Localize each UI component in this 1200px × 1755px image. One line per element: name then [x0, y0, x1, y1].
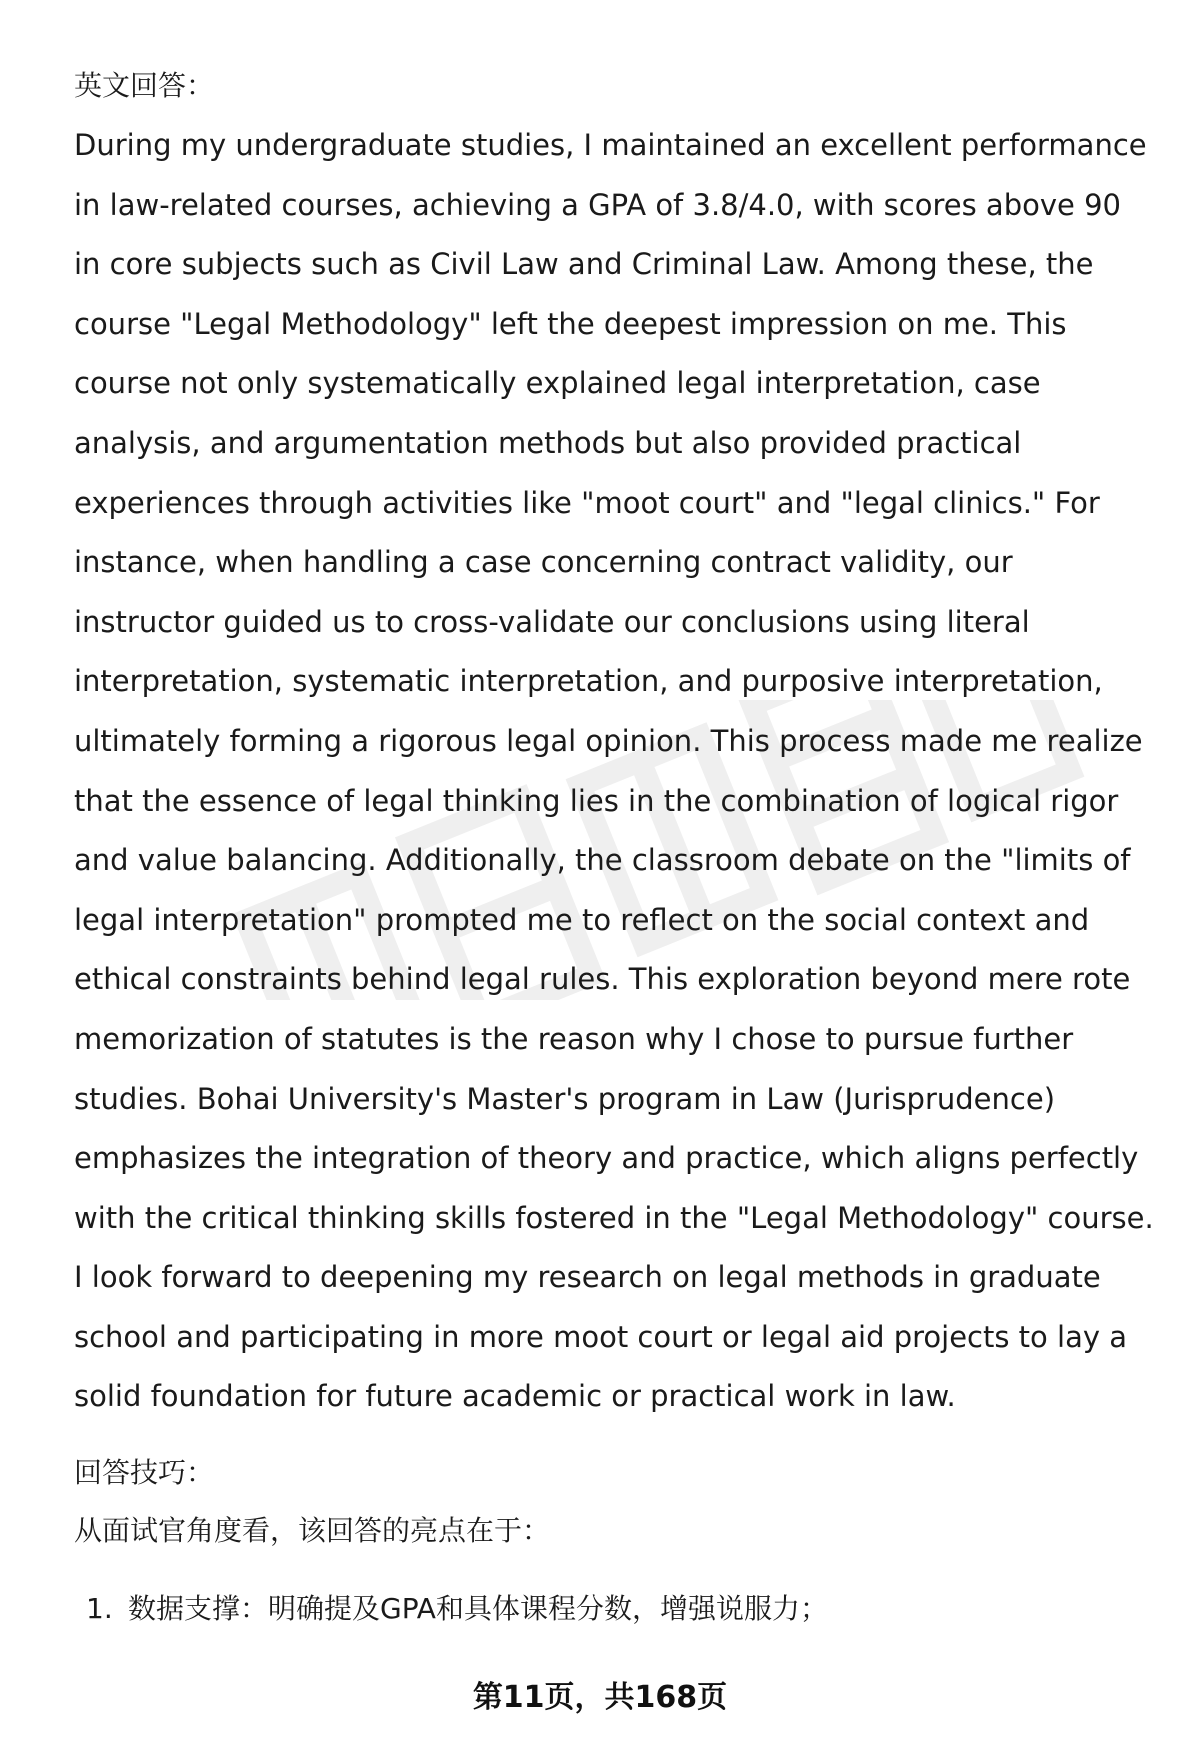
tips-list: [74, 1589, 1154, 1629]
tips-label: 回答技巧：: [74, 1456, 215, 1490]
list-item-number: 1.: [86, 1592, 113, 1626]
list-item-text: 数据支撑：明确提及GPA和具体课程分数，增强说服力；: [128, 1592, 828, 1626]
tips-section: [74, 1453, 1154, 1629]
page-number-footer: 第11页，共168页: [472, 1680, 728, 1715]
list-item: [74, 1589, 1154, 1629]
answer-label: 英文回答：: [74, 69, 215, 102]
tips-intro: 从面试官角度看，该回答的亮点在于：: [74, 1514, 551, 1548]
content-area: [74, 66, 1154, 1629]
answer-paragraph: During my undergraduate studies, I maintained an excellent performance in law-related courses, achieving a GPA of 3.8/4.0, with scores above 90 in core subjects such as Civil Law and Criminal Law. Among these, the course "Legal Methodology" left the deepest impression on me. This course not only systematically explained legal interpretation, case analysis, and argumentation methods but also provided practical experiences through activities like "moot court" and "legal clinics." For instance, when handling a case concerning contract validity, our instructor guided us to cross-validate our conclusions using literal interpretation, systematic interpretation, and purposive interpretation, ultimately forming a rigorous legal opinion. This process made me realize that the essence of legal thinking lies in the combination of logical rigor and value balancing. Additionally, the classroom debate on the "limits of legal interpretation" prompted me to reflect on the social context and ethical constraints behind legal rules. This exploration beyond mere rote memorization of statutes is the reason why I chose to pursue further studies. Bohai University's Master's program in Law (Jurisprudence) emphasizes the integration of theory and practice, which aligns perfectly with the critical thinking skills fostered in the "Legal Methodology" course. I look forward to deepening my research on legal methods in graduate school and participating in more moot court or legal aid projects to lay a solid foundation for future academic or practical work in law.: [74, 128, 1154, 1414]
